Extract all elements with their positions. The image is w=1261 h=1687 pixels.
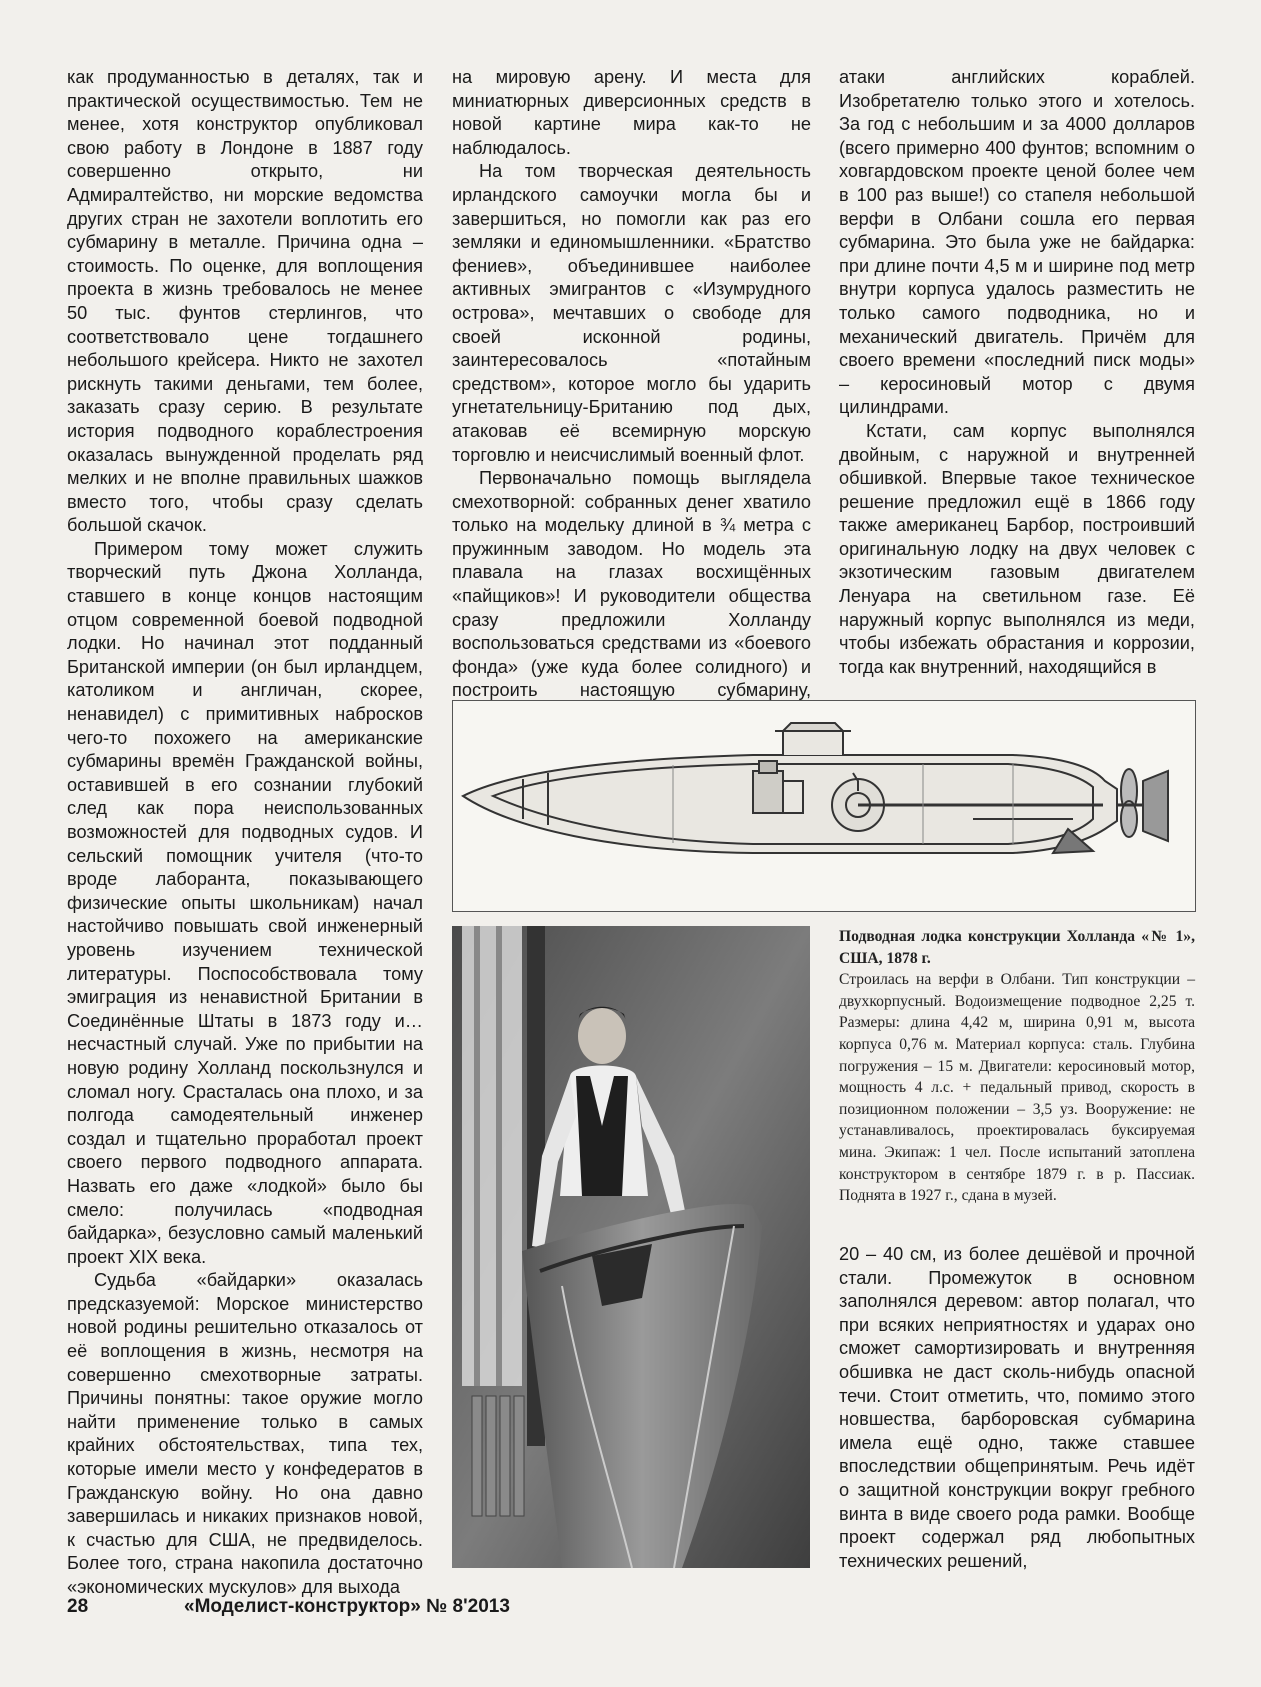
page-number: 28 bbox=[67, 1596, 89, 1617]
paragraph: на мировую арену. И места для миниатюрных диверсионных средств в новой картине мира как-то не наблюдалось. bbox=[452, 67, 811, 158]
paragraph: Судьба «байдарки» оказалась предсказуемой: Морское министерство новой родины решительно отказалось от её воплощения в жизнь, несмотря на совершенно смехотворные затраты. Причины понятны: такое оружие могло найти применение только в самых крайних обстоятельствах, типа тех, которые имели место у конфедератов в Гражданскую войну. Но она давно завершилась и никаких признаков новой, к счастью для США, не предвиделось. Более того, страна накопила достаточно «экономических мускулов» для выхода bbox=[67, 1270, 423, 1597]
paragraph: На том творческая деятельность ирландского самоучки могла бы и завершиться, но помогли как раз его земляки и единомышленники. «Братство фениев», объединившее наиболее активных эмигрантов с «Изумрудного острова», мечтавших о свободе для своей исконной родины, заинтересовалось «потайным средством», которое могло бы ударить угнетательницу-Британию под дых, атаковав её всемирную морскую торговлю и неисчислимый военный флот. bbox=[452, 161, 811, 465]
caption-body: Строилась на верфи в Олбани. Тип конструкции – двухкорпусный. Водоизмещение подводное 2,25 т. Размеры: длина 4,42 м, ширина 0,91 м, высота корпуса 0,76 м. Материал корпуса: сталь. Глубина погружения – 15 м. Двигатели: керосиновый мотор, мощность 4 л.с. + педальный привод, скорость в позиционном положении – 3,5 уз. Вооружение: не устанавливалось, проектировалась буксируемая мина. Экипаж: 1 чел. После испытаний затоплена конструктором в сентябре 1879 г. в р. Пассиак. Поднята в 1927 г., сдана в музей. bbox=[839, 971, 1195, 1205]
paragraph: Кстати, сам корпус выполнялся двойным, с наружной и внутренней обшивкой. Впервые такое техническое решение предложил ещё в 1866 году также американец Барбор, построивший оригинальную лодку на двух человек с экзотическим газовым двигателем Ленуара на светильном газе. Её наружный корпус выполнялся из меди, чтобы избежать обрастания и коррозии, тогда как внутренний, находящийся в bbox=[839, 420, 1195, 677]
caption-title: Подводная лодка конструкции Холланда «№ 1», США, 1878 г. bbox=[839, 928, 1195, 967]
text-column-1 bbox=[67, 66, 423, 1600]
paragraph: Первоначально помощь выглядела смехотворной: собранных денег хватило только на модельку длиной в ¾ метра с пружинным заводом. Но модель эта плавала на глазах восхищённых «пайщиков»! И руководители общества сразу предложили Холланду воспользоваться средствами из «боевого фонда» (уже куда более солидного) и построить настоящую субмарину, bbox=[452, 468, 811, 701]
submarine-drawing bbox=[452, 700, 1196, 912]
submarine-side-view bbox=[453, 701, 1194, 910]
text-column-3 bbox=[839, 66, 1195, 679]
illustration-caption bbox=[839, 926, 1195, 1207]
text-column-2 bbox=[452, 66, 811, 727]
paragraph: Примером тому может служить творческий путь Джона Холланда, ставшего в конце концов настоящим отцом современной боевой подводной лодки. Но начинал этот подданный Британской империи (он был ирландцем, католиком и англичан, скорее, ненавидел) с примитивных набросков чего-то похожего на американские субмарины времён Гражданской войны, оставившей в его сознании глубокий след как пора неиспользованных возможностей для подводных судов. И сельский помощник учителя (что-то вроде лаборанта, показывающего физические опыты школьникам) начал настойчиво повышать свой инженерный уровень изучением технической литературы. Поспособствовала тому эмиграция из ненавистной Британии в Соединённые Штаты в 1873 году и… несчастный случай. Уже по прибытии на новую родину Холланд поскользнулся и сломал ногу. Срасталась она плохо, и за полгода самодеятельный инженер создал и тщательно проработал проект своего первого подводного аппарата. Назвать его даже «лодкой» было бы смело: получилась «подводная байдарка», безусловно самый маленький проект XIX века. bbox=[67, 538, 423, 1267]
photo-holland-with-submarine bbox=[452, 926, 810, 1568]
paragraph: 20 – 40 см, из более дешёвой и прочной стали. Промежуток в основном заполнялся деревом: автор полагал, что при всяких неприятностях и ударах оно сможет самортизировать и внутренняя обшивка не даст сколь-нибудь опасной течи. Стоит отметить, что, помимо этого новшества, барборовская субмарина имела ещё одно, также ставшее впоследствии общепринятым. Речь идёт о защитной конструкции вокруг гребного винта в виде своего рода рамки. Вообще проект содержал ряд любопытных технических решений, bbox=[839, 1244, 1195, 1571]
paragraph: атаки английских кораблей. Изобретателю только этого и хотелось. За год с небольшим и за 4000 долларов (всего примерно 400 фунтов; вспомним о ховгардовском проекте ценой более чем в 100 раз выше!) со стапеля небольшой верфи в Олбани сошла его первая субмарина. Это была уже не байдарка: при длине почти 4,5 м и ширине под метр внутри корпуса удалось разместить не только самого подводника, но и механический двигатель. Причём для своего времени «последний писк моды» – керосиновый мотор с двумя цилиндрами. bbox=[839, 67, 1195, 418]
photo-illustration bbox=[452, 926, 810, 1568]
paragraph: как продуманностью в деталях, так и практической осуществимостью. Тем не менее, хотя конструктор опубликовал свою работу в Лондоне в 1887 году совершенно открыто, ни Адмиралтейство, ни морские ведомства других стран не захотели воплотить его субмарину в металле. Причина одна – стоимость. По оценке, для воплощения проекта в жизнь требовалось не менее 50 тыс. фунтов стерлингов, что соответствовало цене тогдашнего небольшого крейсера. Никто не захотел рискнуть такими деньгами, тем более, заказать сразу серию. В результате история подводного кораблестроения оказалась вынужденной проделать ряд мелких и не вполне правильных шажков вместо того, чтобы сразу сделать большой скачок. bbox=[67, 67, 423, 536]
magazine-issue: «Моделист-конструктор» № 8'2013 bbox=[184, 1596, 510, 1617]
text-column-3-continued bbox=[839, 1243, 1195, 1573]
